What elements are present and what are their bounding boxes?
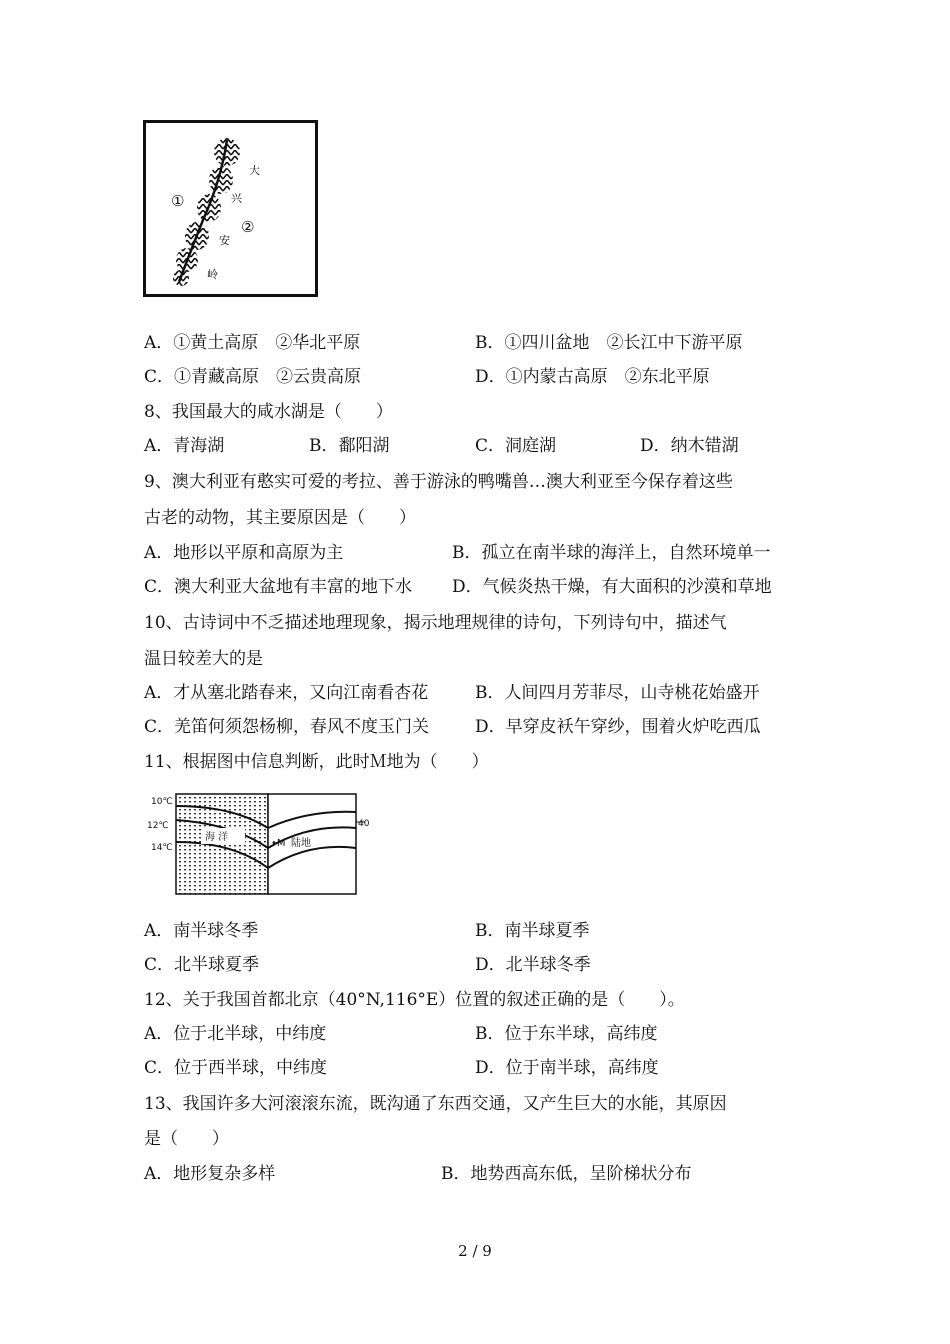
sea-label: 海 洋: [205, 832, 229, 843]
q10-option-c: C．羌笛何须怨杨柳，春风不度玉门关: [144, 717, 430, 737]
mountain-char-2: 兴: [231, 192, 242, 205]
q13-stem-line2: 是（ ）: [144, 1129, 229, 1149]
q9-stem-line2: 古老的动物，其主要原因是（ ）: [144, 508, 416, 528]
q13-stem-line1: 13、我国许多大河滚滚东流，既沟通了东西交通，又产生巨大的水能，其原因: [144, 1094, 727, 1114]
q9-stem-line1: 9、澳大利亚有憨实可爱的考拉、善于游泳的鸭嘴兽…澳大利亚至今保存着这些: [144, 472, 733, 492]
q8-option-c: C．洞庭湖: [475, 436, 557, 456]
q12-option-c: C．位于西半球，中纬度: [144, 1058, 328, 1078]
mountain-char-1: 大: [249, 164, 260, 177]
q7-option-b: B．①四川盆地 ②长江中下游平原: [475, 333, 743, 353]
q9-option-d: D．气候炎热干燥，有大面积的沙漠和草地: [452, 577, 772, 597]
region-1-label: ①: [171, 192, 185, 210]
point-m-label: •M: [271, 838, 286, 849]
q8-stem: 8、我国最大的咸水湖是（ ）: [144, 402, 393, 422]
q10-option-a: A．才从塞北踏春来，又向江南看杏花: [144, 683, 429, 703]
q10-option-d: D．早穿皮袄午穿纱，围着火炉吃西瓜: [475, 717, 761, 737]
latitude-label: 40: [358, 819, 370, 829]
figure-daxinganling-map: [143, 120, 318, 297]
region-2-label: ②: [241, 218, 255, 236]
q12-option-a: A．位于北半球，中纬度: [144, 1024, 327, 1044]
q11-stem: 11、根据图中信息判断，此时Ｍ地为（ ）: [144, 752, 489, 772]
q10-stem-line1: 10、古诗词中不乏描述地理现象，揭示地理规律的诗句，下列诗句中，描述气: [144, 613, 727, 633]
q10-option-b: B．人间四月芳菲尽，山寺桃花始盛开: [475, 683, 760, 703]
q9-option-b: B．孤立在南半球的海洋上，自然环境单一: [452, 543, 771, 563]
mountain-char-3: 安: [219, 234, 230, 247]
q9-option-c: C．澳大利亚大盆地有丰富的地下水: [144, 577, 413, 597]
q11-option-d: D．北半球冬季: [475, 955, 591, 975]
q8-option-d: D．纳木错湖: [640, 436, 739, 456]
q13-option-a: A．地形复杂多样: [144, 1164, 276, 1184]
q7-option-c: C．①青藏高原 ②云贵高原: [144, 367, 362, 387]
q7-option-a: A．①黄土高原 ②华北平原: [144, 333, 361, 353]
mountain-char-4: 岭: [207, 268, 218, 281]
q12-option-b: B．位于东半球，高纬度: [475, 1024, 658, 1044]
q7-option-d: D．①内蒙古高原 ②东北平原: [475, 367, 710, 387]
q10-stem-line2: 温日较差大的是: [144, 649, 263, 669]
q11-option-a: A．南半球冬季: [144, 921, 259, 941]
isotherm-12-label: 12℃: [147, 821, 169, 831]
q12-stem: 12、关于我国首都北京（40°N,116°E）位置的叙述正确的是（ ）。: [144, 990, 685, 1010]
figure-isotherm-map: [143, 788, 375, 898]
q11-option-b: B．南半球夏季: [475, 921, 590, 941]
q12-option-d: D．位于南半球，高纬度: [475, 1058, 659, 1078]
isotherm-10-label: 10℃: [151, 797, 173, 807]
q8-option-a: A．青海湖: [144, 436, 225, 456]
q13-option-b: B．地势西高东低，呈阶梯状分布: [441, 1164, 692, 1184]
land-label: 陆地: [291, 838, 311, 849]
isotherm-14-label: 14℃: [151, 843, 173, 853]
page-number: 2 / 9: [458, 1242, 492, 1260]
q9-option-a: A．地形以平原和高原为主: [144, 543, 344, 563]
q8-option-b: B．鄱阳湖: [309, 436, 390, 456]
q11-option-c: C．北半球夏季: [144, 955, 260, 975]
